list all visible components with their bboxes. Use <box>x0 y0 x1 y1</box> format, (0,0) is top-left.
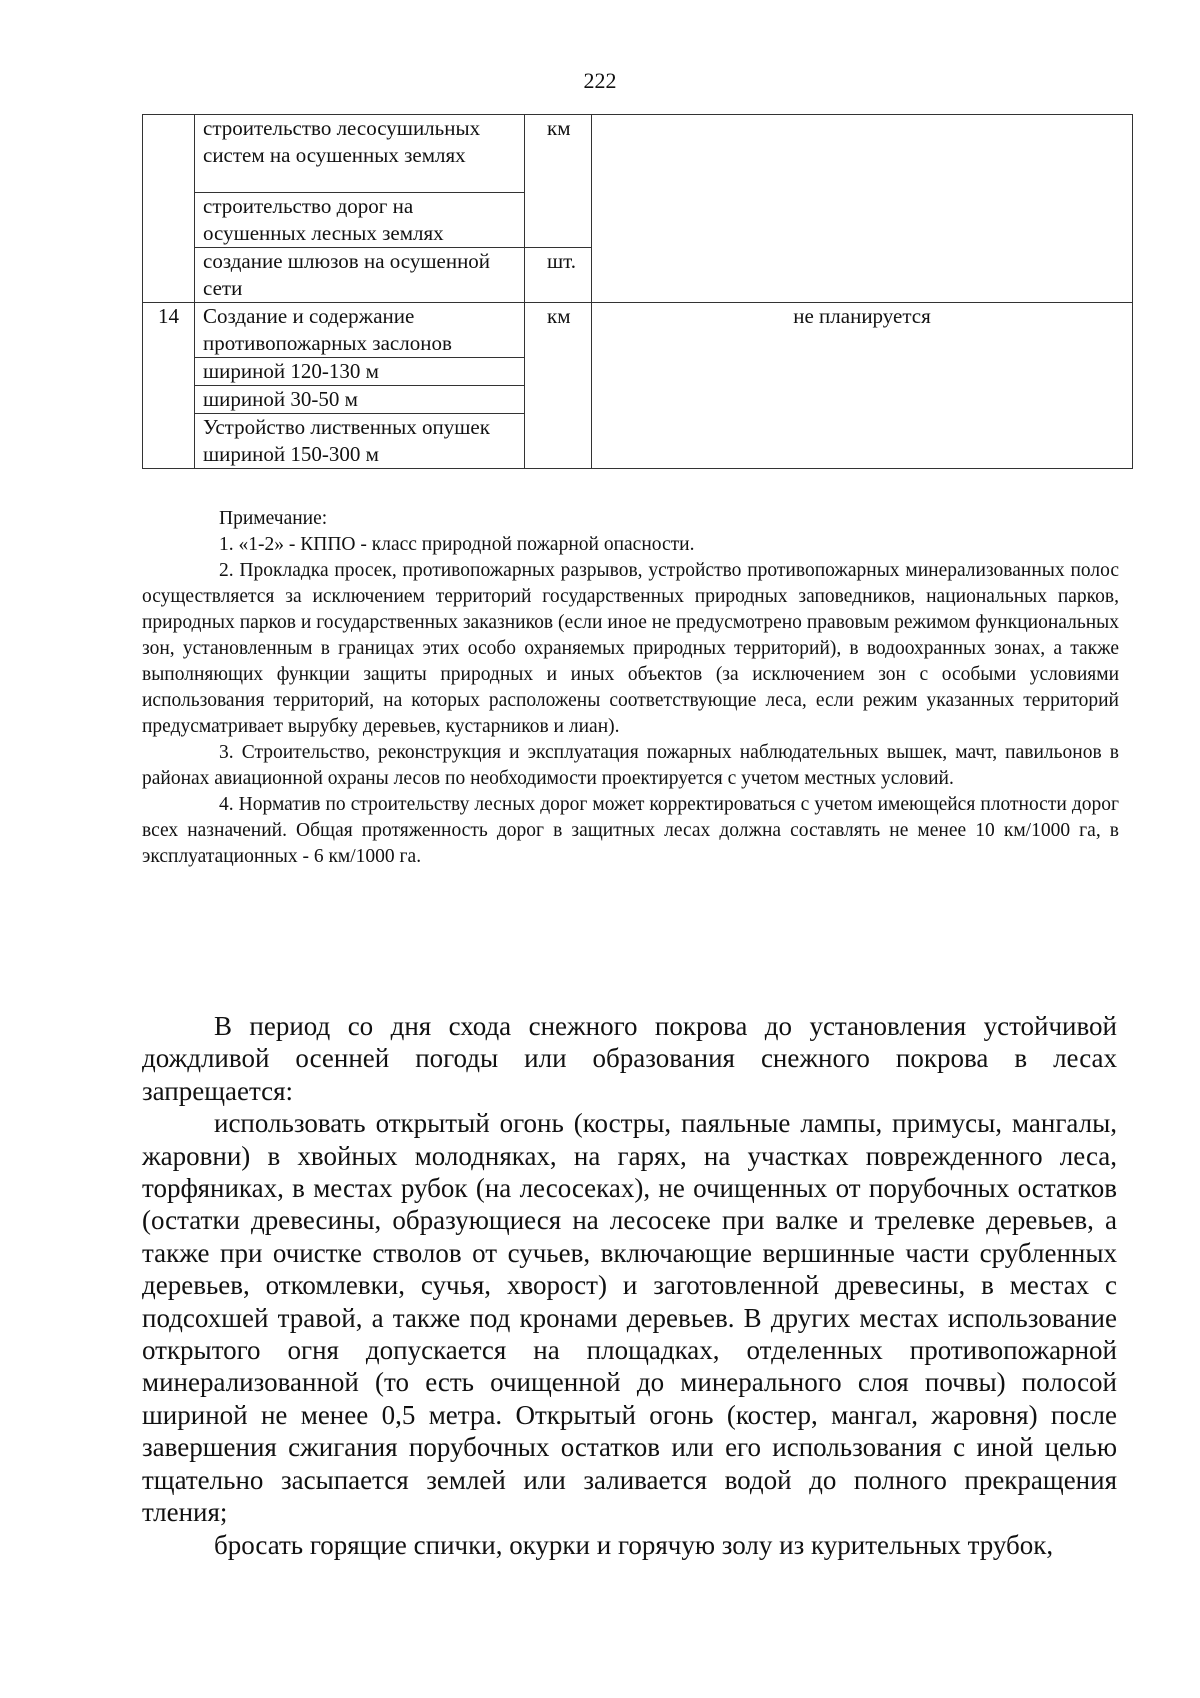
activity-cell: создание шлюзов на осушенной сети <box>195 248 525 303</box>
body-text <box>142 1010 1117 1561</box>
measures-table <box>142 114 1133 469</box>
note-item: 2. Прокладка просек, противопожарных разрывов, устройство противопожарных минерализованных полос осуществляется за исключением территорий государственных природных заповедников, национальных парков, природных парков и государственных заказников (если иное не предусмотрено правовым режимом функциональных зон, установленным в границах этих особо охраняемых природных территорий), в водоохранных зонах, а также выполняющих функции защиты природных и иных объектов (за исключением зон с особыми условиями использования территорий, на которых расположены соответствующие леса, если режим указанных территорий предусматривает вырубку деревьев, кустарников и лиан). <box>142 560 1119 737</box>
body-paragraph: бросать горящие спички, окурки и горячую золу из курительных трубок, <box>214 1529 1054 1560</box>
activity-cell: строительство лесосушильных систем на осушенных землях <box>195 115 525 193</box>
notes-heading: Примечание: <box>219 508 328 529</box>
activity-cell: Создание и содержание противопожарных заслонов <box>195 303 525 358</box>
note-item: 4. Норматив по строительству лесных дорог может корректироваться с учетом имеющейся плотности дорог всех назначений. Общая протяженность дорог в защитных лесах должна составлять не менее 10 км/1000 га, в эксплуатационных - 6 км/1000 га. <box>142 794 1119 867</box>
row-number-cell: 14 <box>143 303 195 469</box>
unit-cell: км <box>525 303 592 469</box>
row-number-cell <box>143 115 195 303</box>
activity-cell: шириной 120-130 м <box>195 358 525 386</box>
body-paragraph: В период со дня схода снежного покрова до установления устойчивой дождливой осенней погоды или образования снежного покрова в лесах запрещается: <box>142 1011 1117 1106</box>
note-item: 1. «1-2» - КППО - класс природной пожарной опасности. <box>219 534 695 555</box>
body-paragraph: использовать открытый огонь (костры, паяльные лампы, примусы, мангалы, жаровни) в хвойных молодняках, на гарях, на участках поврежденного леса, торфяниках, в местах рубок (на лесосеках), не очищенных от порубочных остатков (остатки древесины, образующиеся на лесосеке при валке и трелевке деревьев, а также при очистке стволов от сучьев, включающие вершинные части срубленных деревьев, откомлевки, сучья, хворост) и заготовленной древесины, в местах с подсохшей травой, а также под кронами деревьев. В других местах использование открытого огня допускается на площадках, отделенных противопожарной минерализованной (то есть очищенной до минерального слоя почвы) полосой шириной не менее 0,5 метра. Открытый огонь (костер, мангал, жаровня) после завершения сжигания порубочных остатков или его использования с иной целью тщательно засыпается землей или заливается водой до полного прекращения тления; <box>142 1108 1117 1528</box>
value-cell: не планируется <box>592 303 1133 469</box>
page-number: 222 <box>583 68 617 93</box>
table-row <box>143 303 1133 358</box>
unit-cell: км <box>525 115 592 248</box>
value-cell <box>592 115 1133 303</box>
unit-cell: шт. <box>525 248 592 303</box>
activity-cell: шириной 30-50 м <box>195 386 525 414</box>
table-row <box>143 115 1133 193</box>
activity-cell: Устройство лиственных опушек шириной 150-300 м <box>195 414 525 469</box>
note-item: 3. Строительство, реконструкция и эксплуатация пожарных наблюдательных вышек, мачт, павильонов в районах авиационной охраны лесов по необходимости проектируется с учетом местных условий. <box>142 742 1119 789</box>
notes-section <box>142 506 1119 870</box>
activity-cell: строительство дорог на осушенных лесных землях <box>195 193 525 248</box>
